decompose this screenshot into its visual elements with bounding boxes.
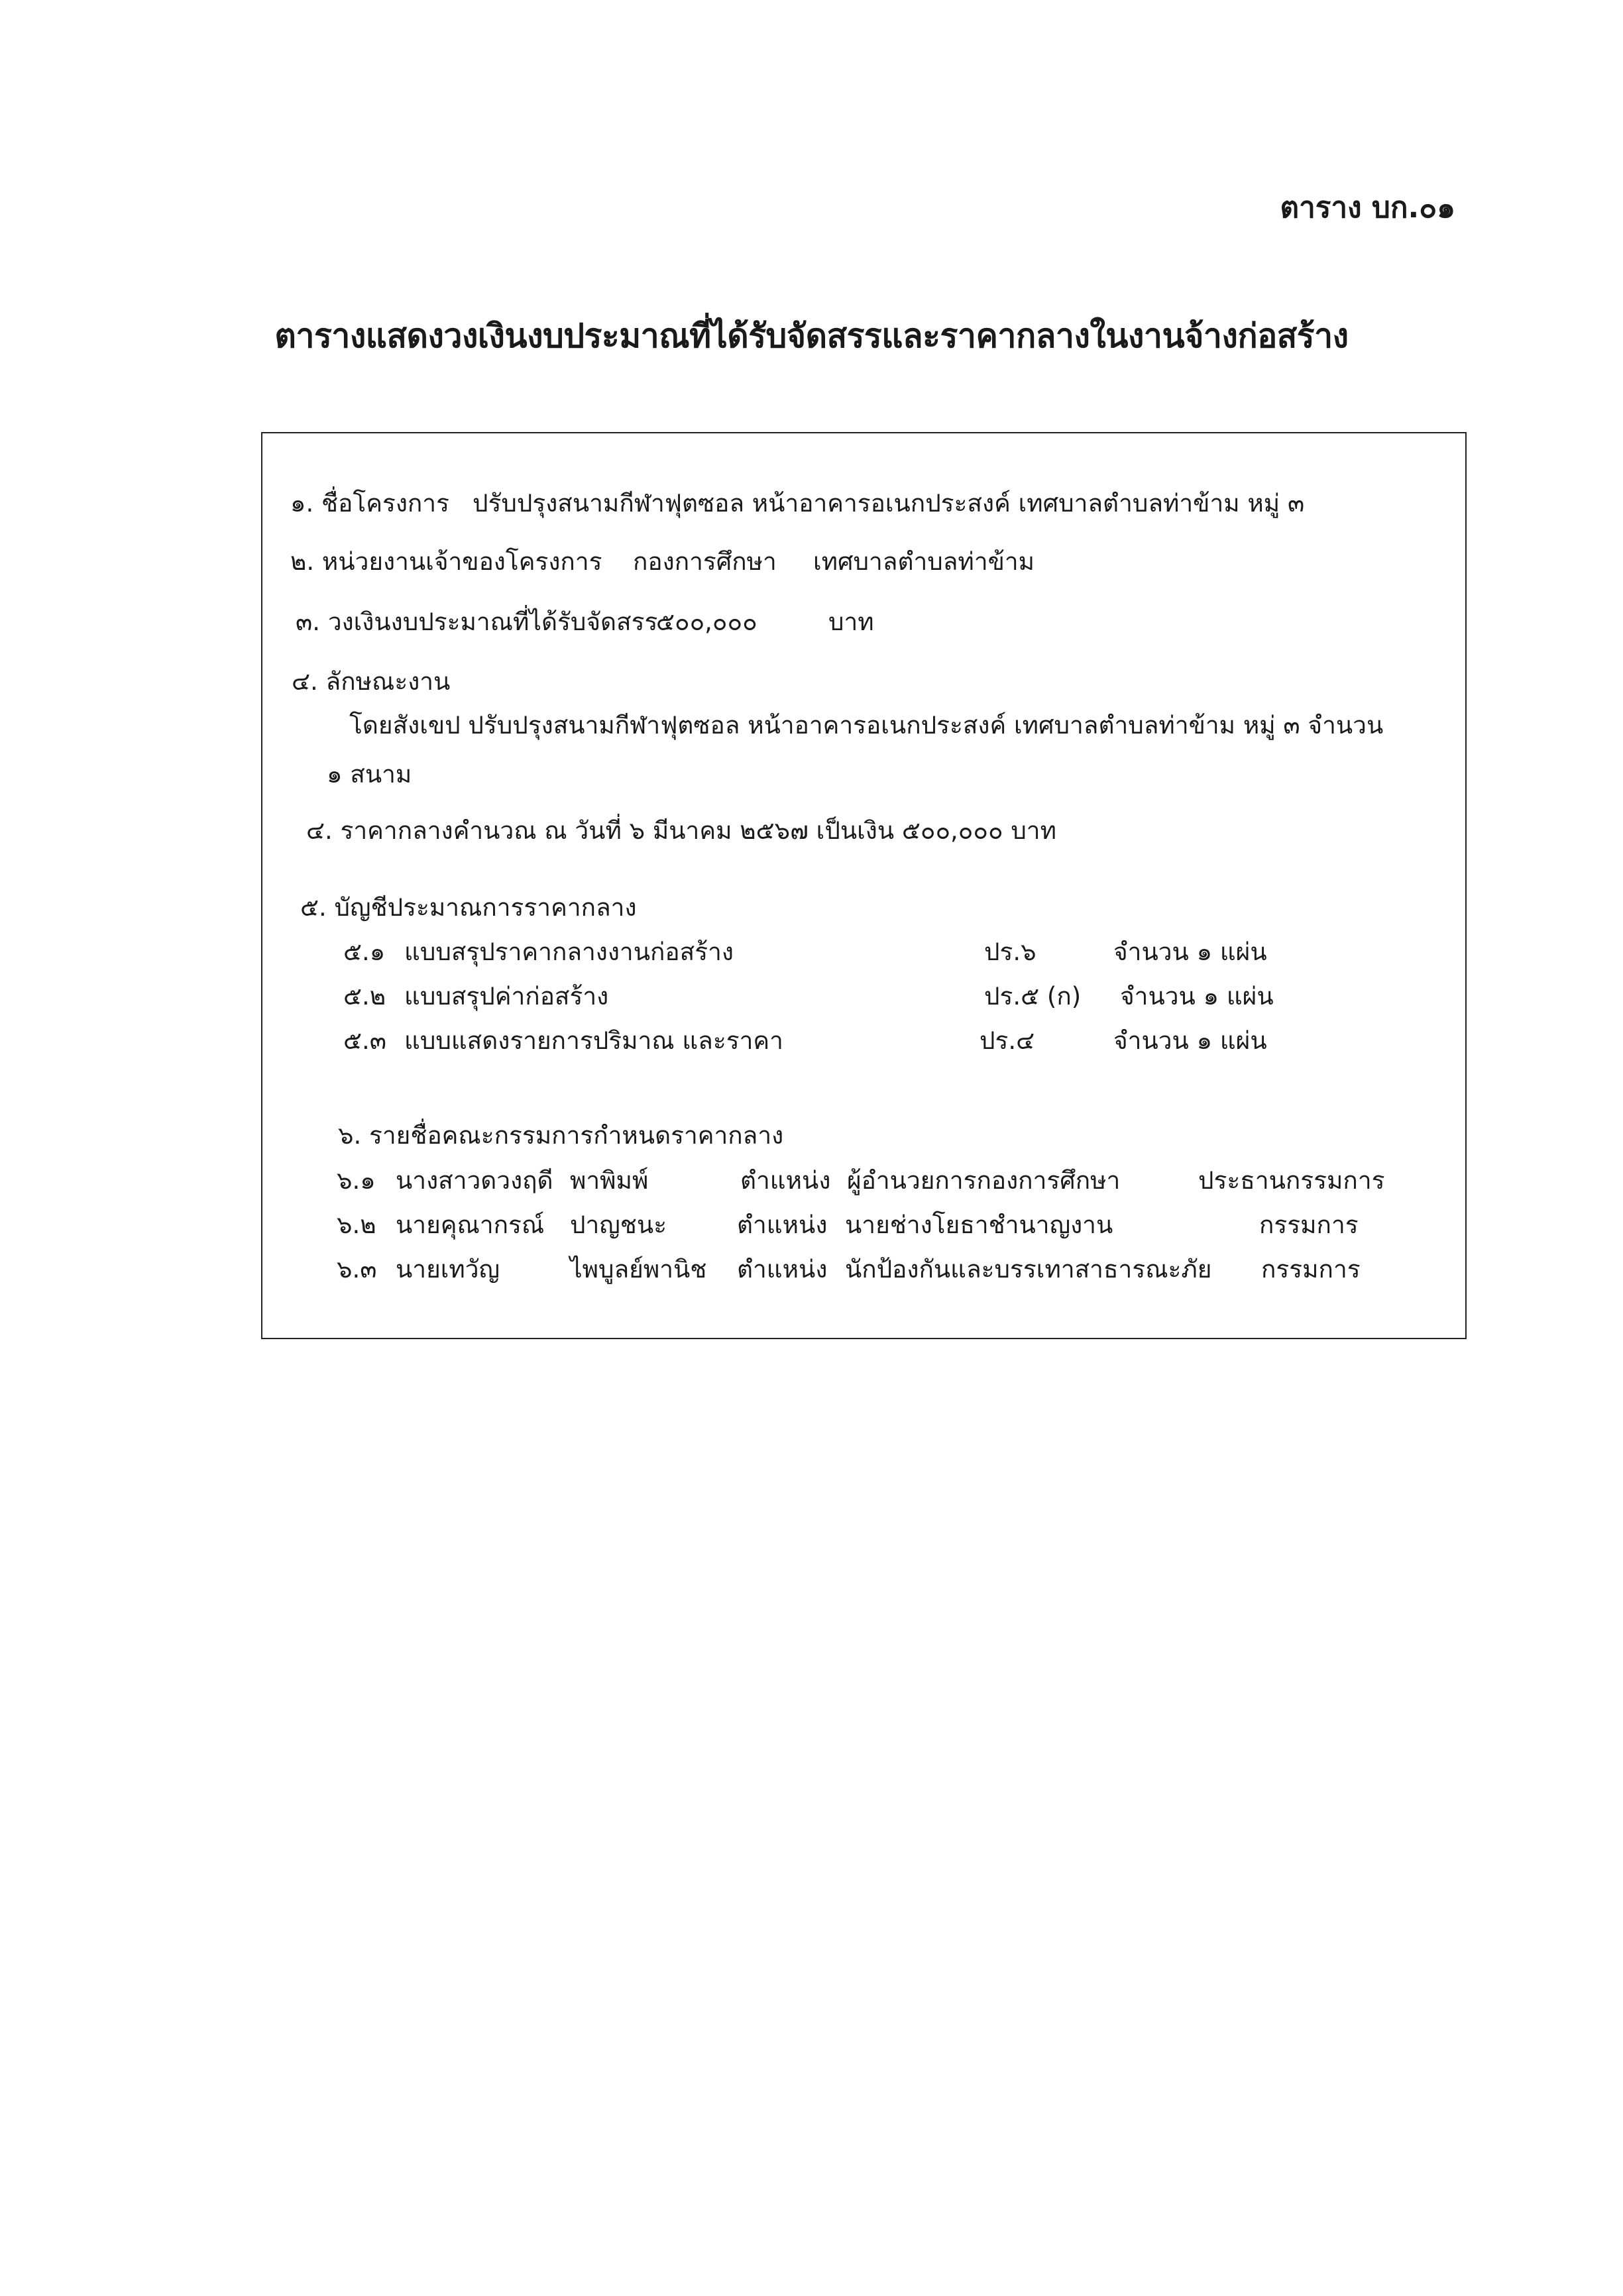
estimate-row-qty: จำนวน ๑ แผ่น [1120,982,1274,1011]
committee-row-no: ๖.๒ [337,1211,376,1239]
project-owner-division: กองการศึกษา [633,547,777,576]
project-name-label: ๑. ชื่อโครงการ [290,489,449,518]
committee-position: นายช่างโยธาชำนาญงาน [845,1211,1113,1239]
committee-position-label: ตำแหน่ง [737,1255,828,1284]
committee-position: ผู้อำนวยการกองการศึกษา [847,1166,1121,1195]
committee-member-first-name: นายคุณากรณ์ [396,1211,545,1239]
document-code: ตาราง บก.๐๑ [1280,191,1455,225]
budget-unit: บาท [828,608,874,636]
estimate-row-form: ปร.๔ [979,1026,1035,1055]
project-owner-label: ๒. หน่วยงานเจ้าของโครงการ [290,547,602,576]
document-title: ตารางแสดงวงเงินงบประมาณที่ได้รับจัดสรรและราคากลางในงานจ้างก่อสร้าง [274,317,1349,355]
work-nature-line2: ๑ สนาม [327,760,412,789]
estimate-row-form: ปร.๕ (ก) [984,982,1082,1011]
estimate-row-name: แบบแสดงรายการปริมาณ และราคา [404,1026,783,1055]
median-price-line: ๔. ราคากลางคำนวณ ณ วันที่ ๖ มีนาคม ๒๕๖๗ เป็นเงิน ๕๐๐,๐๐๐ บาท [306,816,1056,845]
committee-role: กรรมการ [1259,1211,1359,1239]
project-owner-municipality: เทศบาลตำบลท่าข้าม [813,547,1035,576]
project-name-value: ปรับปรุงสนามกีฬาฟุตซอล หน้าอาคารอเนกประสงค์ เทศบาลตำบลท่าข้าม หมู่ ๓ [473,489,1305,518]
committee-role: กรรมการ [1261,1255,1361,1284]
estimate-row-no: ๕.๑ [343,938,386,966]
estimate-row-no: ๕.๓ [343,1026,387,1055]
work-nature-label: ๔. ลักษณะงาน [292,667,451,696]
committee-position-label: ตำแหน่ง [737,1211,828,1239]
committee-row-no: ๖.๓ [337,1255,377,1284]
estimate-row-name: แบบสรุปราคากลางงานก่อสร้าง [404,938,734,966]
committee-member-first-name: นายเทวัญ [396,1255,500,1284]
committee-position-label: ตำแหน่ง [740,1166,831,1195]
estimate-row-form: ปร.๖ [984,938,1036,966]
committee-heading: ๖. รายชื่อคณะกรรมการกำหนดราคากลาง [338,1121,784,1150]
budget-value: ๕๐๐,๐๐๐ [656,608,757,636]
committee-position: นักป้องกันและบรรเทาสาธารณะภัย [845,1255,1212,1284]
committee-member-last-name: ไพบูลย์พานิช [570,1255,707,1284]
budget-label: ๓. วงเงินงบประมาณที่ได้รับจัดสรร [296,608,658,636]
committee-member-last-name: ปาญชนะ [570,1211,667,1239]
estimate-row-name: แบบสรุปค่าก่อสร้าง [404,982,609,1011]
estimate-row-no: ๕.๒ [343,982,386,1011]
committee-row-no: ๖.๑ [337,1166,376,1195]
work-nature-line1: โดยสังเขป ปรับปรุงสนามกีฬาฟุตซอล หน้าอาคารอเนกประสงค์ เทศบาลตำบลท่าข้าม หมู่ ๓ จำนวน [349,711,1384,739]
estimate-row-qty: จำนวน ๑ แผ่น [1113,938,1267,966]
committee-member-first-name: นางสาวดวงฤดี [396,1166,553,1195]
estimate-row-qty: จำนวน ๑ แผ่น [1113,1026,1267,1055]
estimate-heading: ๕. บัญชีประมาณการราคากลาง [300,893,637,922]
committee-role: ประธานกรรมการ [1198,1166,1385,1195]
committee-member-last-name: พาพิมพ์ [570,1166,649,1195]
